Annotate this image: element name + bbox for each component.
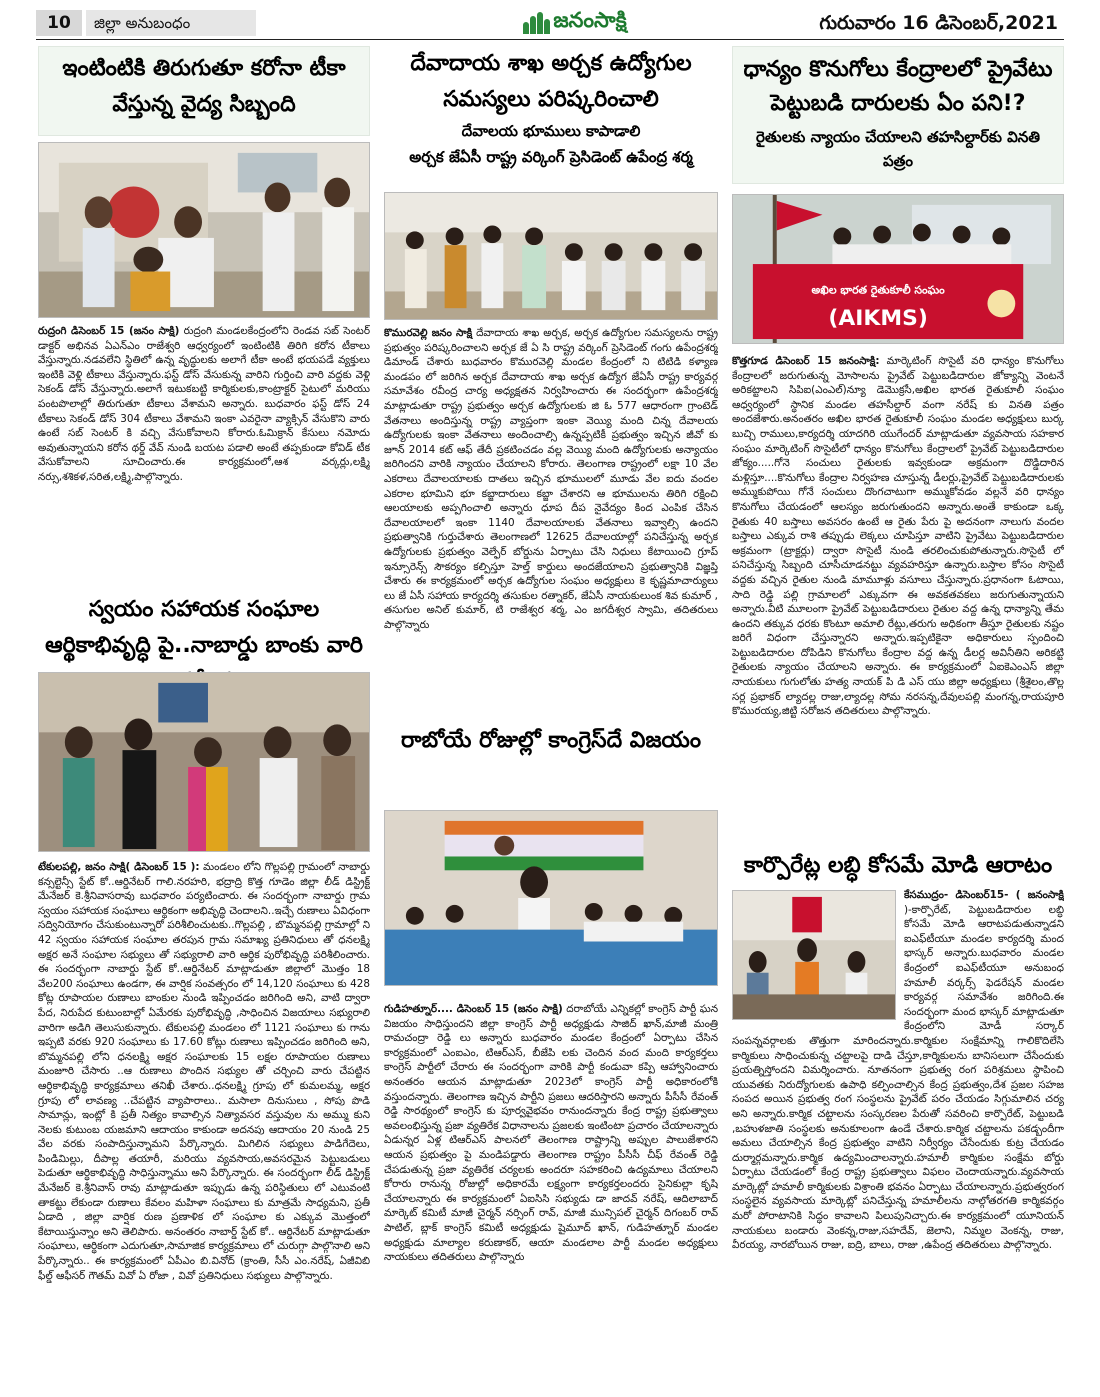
article-nabard-dateline: టేకులపల్లి, జనం సాక్షి( డిసెంబర్ 15 ): — [38, 861, 200, 873]
article-congress-dateline: గుడిహత్నూర్.... డిసెంబర్ 15 (జనం సాక్షి) — [384, 1003, 563, 1015]
article-grain-header — [732, 46, 1064, 184]
article-congress-text — [384, 1002, 718, 1320]
article-congress-body: దరాబోయే ఎన్నికల్లో కాంగ్రెస్ పార్టీ ఘన విజయం సాధిస్తుందని జిల్లా కాంగ్రెస్ పార్టీ అధ్యక్షుడు సాజిద్ ఖాన్,మాజీ మంత్రి రామచంద్రా రెడ్డి లు అన్నారు బుధవారం మండల కేంద్రంలో ఏర్పాటు చేసిన కార్యక్రమంలో ఎంఐఎం, టిఆర్ఎస్, బీజేపి లకు చెందిన వంద మంది కార్యకర్తలు కాంగ్రెస్ పార్టీలో చేరారు ఈ సందర్భంగా వారికి పార్టీ కండువా కప్పి ఆహ్వానించారు అనంతరం ఆయన మాట్లాడుతూ 2023లో కాంగ్రెస్ పార్టీ అధికారంలోకి వస్తుందన్నారు. తెలంగాణ ఇచ్చిన పార్టీని ప్రజలు ఆదరిస్తారని అన్నారు పీసీసీ రేవంత్ రెడ్డి సారథ్యంలో కాంగ్రెస్ కు పూర్వవైభవం రానుందన్నారు కేంద్ర రాష్ట్ర ప్రభుత్వాలు అవలంభిస్తున్న ప్రజా వ్యతిరేక విధానాలను ప్రజలకు ఇంటింటా ప్రచారం చేయాలన్నారు ఏడున్నర ఏళ్ల టిఆర్ఎస్ పాలనలో తెలంగాణ రాష్ట్రాన్ని అప్పుల పాలుజేశారని ఆయన ప్రభుత్వం పై మండిపడ్డారు తెలంగాణ రాష్ట్రం పీసీసీ చీఫ్ రేవంత్ రెడ్డి చేపడుతున్న ప్రజా వ్యతిరేక చర్యలకు అందరూ సహకరించి ఉద్యమాలు చేయాలని కోరారు రానున్న రోజుల్లో అధికారమే లక్ష్యంగా కార్యకర్తలందరు సైనికుల్లా కృషి చేయాలన్నారు ఈ కార్యక్రమంలో ఏఐసిసి సభ్యుడు డా జాదవ్ నరేష్, ఆదిలాబాద్ మార్కెట్ కమిటీ మాజీ చైర్మన్ నర్సింగ్ రావ్, మాజీ మున్సిపల్ చైర్మన్ దిగంబర్ రావ్ పాటిల్, బ్లాక్ కాంగ్రెస్ కమిటీ అధ్యక్షుడు షైమూద్ ఖాన్, గుడిహత్నూర్ మండల అధ్యక్షుడు మాల్యాల కరుణాకర్, ఆయా మండలాల పార్టీ మండల అధ్యక్షులు నాయకులు తదితరులు పాల్గొన్నారు — [384, 1003, 718, 1264]
article-nabard-title: స్వయం సహాయక సంఘాల ఆర్థికాభివృద్ధి పై..నాబార్డు బాంకు వారి — [45, 597, 363, 658]
article-modi — [732, 888, 1064, 1334]
article-grain-dateline: కొత్తగూడ డిసెంబర్ 15 జనంసాక్షి: — [732, 355, 880, 367]
article-nabard-body: మండలం లోని గొల్లపల్లి గ్రామంలో నాబార్డు కన్సల్టెన్సీ స్టేట్ కో..ఆర్డినేటర్ గాలి.నరహరి, భద్రాద్రి కొత్త గూడెం జిల్లా లీడ్ డిస్ట్రిక్ట్ మేనేజర్ కె.శ్రీనివాసరావు బుధవారం పర్యటించారు. ఈ సందర్భంగా నాబార్డు గ్రామ స్వయం సహాయక సంఘాలు ఆర్థికంగా అభివృద్ధి చెందాలని..ఇచ్చే రుణాలు ఏవిధంగా సద్వినియోగం చేసుకుంటున్నారో పరిశీలించుటకు..గొల్లపల్లి , బొమ్మనపల్లి గ్రామాల్లో ని 42 స్వయం సహాయక సంఘాల తరపున గ్రామ సమాఖ్య ప్రతినిధులు తో ధనలక్ష్మి అక్షర అనే సంఘాల సభ్యులు తో సభ్యురాలి వారి ఆర్థిక పురోభివృద్ధి పరిశీలించారు. ఈ సందర్భంగా నాబార్డు స్టేట్ కో..ఆర్డినేటర్ మాట్లాడుతూ జిల్లాలో మొత్తం 18 వేల200 సంఘాలు ఉండగా, ఈ వార్షిక సంవత్సరం లో 14,120 సంఘాలు కు 428 కోట్ల రూపాయల రుణాలు బాంకుల నుండి ఇప్పించడం జరిగింది అని, వాటి ద్వారా పేద, నిరుపేద కుటుంబాల్లో ఏమేరకు పురోభివృద్ధి ,సాధించిన విజయాలు సభ్యురాలి వారిగా అడిగి తెలుసుకున్నారు. టేకులపల్లి మండలం లో 1121 సంఘాలు కు గాను ఇప్పటి వరకు 920 సంఘాలు కు 17.60 కోట్లు రుణాలు ఇప్పించడం జరిగింది అని, బొమ్మనపల్లి లోని ధనలక్ష్మి అక్షర సంఘాలకు 15 లక్షల రూపాయల రుణాలు మంజూరి చేసారు ..ఆ రుణాలు పొందిన సభ్యుల తో చర్చించి వారు చేపట్టిన ఆర్థికాభివృద్ధి కార్యక్రమాలు తనిఖీ చేశారు..ధనలక్ష్మి గ్రూపు లో కుమలమ్మ, అక్షర గ్రూపు లో లావణ్య ..చేపట్టిన వ్యాపారాలు.. మసాలా దినుసులు , సోపు పొడి సామాన్లు, ఇంట్లో కి ప్రతీ నిత్యం కావాల్సిన నిత్యావసర వస్తువుల ను అమ్ము కుని నెలకు కుటుంబ యజమాని ఆదాయం కాకుండా అదనపు ఆదాయం 20 నుండి 25 వేల వరకు సంపాదిస్తున్నామని పేర్కొన్నారు. మిగిలిన సభ్యులు పాడిగేదెలు, పిండిమిల్లు, దీపాల్ల తయారీ, మరియు వ్యవసాయ,అవసరమైన పెట్టుబడులు పెడుతూ ఆర్థికాభివృద్ధి సాధిస్తున్నాము అని పేర్కొన్నారు. ఈ సందర్భంగా లీడ్ డిస్ట్రిక్ట్ మేనేజర్ కె.శ్రీనివాస్ రావు మాట్లాడుతూ ఇప్పుడు ఉన్న పరిస్థితులు లో ఎటువంటి తాకట్టు లేకుండా రుణాలు కేవలం మహిళా సంఘాలు కు మాత్రమే సాధ్యమని, ప్రతీ ఏడాది , జిల్లా వార్షిక రుణ ప్రణాళిక లో సంఘాల కు ఎక్కువ మొత్తంలో కేటాయిస్తున్నాం అని తెలిపారు. అనంతరం నాబార్డ్ స్టేట్ కో.. ఆర్డినేటర్ మాట్లాడుతూ సంఘాలు, ఆర్థికంగా ఎదుగుతూ,సామాజిక కార్యక్రమాలు లో చురుగ్గా పాల్గొనాలి అని పేర్కొన్నారు.. ఈ కార్యక్రమంలో ఏపీఎం బి.వినోద్ (క్రాంతి, సీసీ ఎం.నరేష్, ఏజీవిబి ఫీల్డ్ ఆఫీసర్ గౌతమ్ వివో ఏ రోజా , వివో ప్రతినిధులు సభ్యులు పాల్గొన్నారు. — [38, 861, 370, 1282]
article-nabard-text — [38, 860, 370, 1372]
article-archaka-text — [384, 326, 718, 722]
archaka-photo — [384, 192, 718, 320]
article-archaka-title: దేవాదాయ శాఖ అర్చక ఉద్యోగుల సమస్యలు పరిష్కరించాలి — [410, 51, 692, 112]
article-congress-title: రాబోయే రోజుల్లో కాంగ్రెస్‌దే విజయం — [401, 728, 701, 753]
page-number: 10 — [36, 10, 82, 36]
article-vaccination-dateline: రుద్రంగి డిసెంబర్ 15 (జనం సాక్షి) — [38, 325, 180, 337]
article-grain-title: ధాన్యం కొనుగోలు కేంద్రాలలో ప్రైవేటు పెట్టుబడి దారులకు ఏం పని!? — [743, 57, 1053, 116]
article-modi-dateline: కేసముద్రం- డిసెంబర్15- ( జనంసాక్షి — [904, 889, 1064, 901]
newspaper-logo — [500, 8, 650, 38]
article-archaka-subtitle-1: దేవాలయ భూములు కాపాడాలి — [461, 122, 641, 140]
vaccination-photo — [38, 142, 370, 318]
masthead — [36, 8, 1064, 40]
article-archaka-subtitle-2: అర్చక జేఏసీ రాష్ట్ర వర్కింగ్ ప్రెసిడెంట్ ఉపేంద్ర శర్మ — [409, 148, 693, 166]
issue-date: గురువారం 16 డిసెంబర్,2021 — [819, 12, 1058, 34]
article-archaka-body: దేవాదాయ శాఖ అర్చక, అర్చక ఉద్యోగుల సమస్యలను రాష్ట్ర ప్రభుత్వం పరిష్కరించాలని అర్చక జే ఏ సి రాష్ట్ర వర్కింగ్ ప్రెసిడెంట్ గంగు ఉపేంద్రశర్మ డిమాండ్ చేశారు బుధవారం కొమురవెల్లి మండల కేంద్రంలో ని టిటిడి కళ్యాణ మండపం లో జరిగిన అర్చక దేవాదాయ శాఖ అర్చక ఉద్యోగ జేఏసీ రాష్ట్ర కార్యవర్గ సమావేశం రవీంద్ర చార్య అధ్యక్షతన నిర్వహించారు ఈ సందర్భంగా ఉపేంద్రశర్మ మాట్లాడుతూ రాష్ట్ర ప్రభుత్వం అర్చక ఉద్యోగులకు జి ఓ 577 ఆధారంగా గ్రాంటెడ్ వేతనాలు అందిస్తున్న రాష్ట్ర వ్యాప్తంగా ఇంకా వెయ్యి మంది చిన్న దేవాలయ ఉద్యోగులకు ఇంకా వేతనాలు అందించాల్సి ఉన్నప్పటికీ ప్రభుత్వం ఇచ్చిన జీవో కు జూన్ 2014 కట్ ఆఫ్ తేదీ ప్రకటించడం వల్ల వెయ్యి మంది ఉద్యోగులకు అన్యాయం జరిగిందని వారికి న్యాయం చేయాలని కోరారు. తెలంగాణ రాష్ట్రంలో లక్షా 10 వేల ఎకరాలు దేవాలయాలకు దాతలు ఇచ్చిన భూములలో మూడు వేల ఐదు వందల ఎకరాల భూమిని భూ కబ్జాదారులు కబ్జా చేశారని ఆ భూములను తిరిగి రక్షించి ఆలయాలకు అప్పగించాలి అన్నారు ధూప దీప నైవేద్యం కింద ఎంపిక చేసిన దేవాలయాలలో ఇంకా 1140 దేవాలయాలకు వేతనాలు ఇవ్వాల్సి ఉందని ప్రభుత్వానికి గుర్తుచేశారు తెలంగాణలో 12625 దేవాలయాల్లో పనిచేస్తున్న అర్చక ఉద్యోగులకు ప్రభుత్వం వెల్ఫేర్ బోర్డును ఏర్పాటు చేసి నిధులు కేటాయించి గ్రూప్ ఇన్సూరెన్స్ సౌకర్యం కల్పిస్తూ హెల్త్ కార్డులు అందజేయాలని ప్రభుత్వానికి విజ్ఞప్తి చేశారు ఈ కార్యక్రమంలో అర్చక ఉద్యోగుల సంఘం అధ్యక్షులు కె కృష్ణమాచార్యులు లు జే ఏసీ సహాయ కార్యదర్శి తసుకుల రత్నాకర్, జేఏసీ నాయకులుంక శివ కుమార్ , తసుగుల అనిల్ కుమార్, టి రాజేశ్వర శర్మ, ఎం జగదీశ్వర స్వామి, తదితరులు పాల్గొన్నారు — [384, 327, 718, 631]
aikms-protest-photo — [732, 194, 1064, 344]
nabard-photo — [38, 672, 370, 852]
article-vaccination-text — [38, 324, 370, 592]
banner-acronym-text: (AIKMS) — [828, 306, 928, 332]
article-vaccination-title: ఇంటింటికి తిరుగుతూ కరోనా టీకా వేస్తున్న వైద్య సిబ్బంది — [38, 46, 370, 136]
article-archaka-dateline: కొమురవెల్లి జనం సాక్షి — [384, 327, 473, 339]
article-grain-body: మార్కెటింగ్ సొసైటీ వరి ధాన్యం కొనుగోలు కేంద్రాలలో జరుగుతున్న మోసాలను ప్రైవేట్ పెట్టుబడిదారుల జోక్యాన్ని వెంటనే అరికట్టాలని సిపిఐ(ఎంఎల్)న్యూ డెమొక్రసీ,అఖిల భారత రైతుకూలీ సంఘం ఆధ్వర్యంలో స్థానిక మండల తహసీల్దార్ వంగా నరేష్ కు వినతి పత్రం అందజేశారు.అనంతరం అఖిల భారత రైతుకూలీ సంఘం మండల అధ్యక్షులు బుర్క బుచ్చి రాములు,కార్యదర్శి యాదగిరి యుగేందర్ మాట్లాడుతూ వ్యవసాయ సహకార సంఘం మార్కెటింగ్ సొసైటీలో ధాన్యం కొనుగోలు కేంద్రాలలో ప్రైవేట్ పెట్టుబడిదారుల జోక్యం.....గోనె సంచులు రైతులకు ఇవ్వకుండా అక్రమంగా దొడ్డిదారిన మళ్లిస్తూ....కొనుగోలు కేంద్రాల నిర్వహణ చూస్తున్న డీలర్లు,ప్రైవేట్ పెట్టుబడిదారులకు అమ్ముకుపోయి గోనే సంచులు దొంగచాటుగా అమ్ముకోవడం వల్లనే వరి ధాన్యం కొనుగోలు చేయడంలో ఆలస్యం జరుగుతుందని అన్నారు.అంతే కాకుండా ఒక్క రైతుకు 40 బస్తాలు అవసరం ఉంటే ఆ రైతు పేరు పై అదనంగా నాలుగు వందల బస్తాలు ఎక్కువ రాశి తప్పుడు లెక్కలు చూపిస్తూ వాటిని ప్రైవేటు పెట్టుబడిదారుల అక్రమంగా (ట్రాక్టర్లు) ద్వారా సొసైటీ నుండి తరలించుకుపోతున్నారు.సొసైటీ లో పనిచేస్తున్న సిబ్బంది చూసీచూడనట్టు వ్యవహరిస్తూ ఉన్నారు.బస్తాల కోసం సొసైటీ వద్దకు వచ్చిన రైతుల నుండి మామూళ్లు వసూలు చేస్తున్నారు.ప్రధానంగా ఓటాయి, సాది రెడ్డి పల్లి గ్రామాలలో ఎక్కువగా ఈ అవకతవకలు జరుగుతున్నాయని అన్నారు.వీటి మూలంగా ప్రైవేట్ పెట్టుబడిదారులు రైతుల వద్ద ఉన్న ధాన్యాన్ని తేమ ఉందని తక్కువ ధరకు కొంటూ అమాలి రేట్లు,తరుగు అధికంగా తీస్తూ రైతులకు నష్టం జరిగే విధంగా చేస్తున్నారని అన్నారు.ఇప్పటికైనా అధికారులు స్పందించి పెట్టుబడిదారుల దోపిడిని కొనుగోలు కేంద్రాల వద్ద ఉన్న డీలర్ల అవినీతిని అరికట్టి రైతులకు న్యాయం చేయాలని అన్నారు. ఈ కార్యక్రమంలో ఏఐకెఎంఎస్ జిల్లా నాయకులు గుగులోతు హత్య నాయక్ పి డి ఎస్ యు జిల్లా అధ్యక్షులు (శ్రీశైలం,తొల్ల సర్ల ప్రభాకర్ ల్యాదల్ల రాజు,ల్యాదల్ల సోమ నరసన్న,దేవులపల్లి మంగన్న,రాయపూరి కొమురయ్య,జిట్టి సరోజన తదితరులు పాల్గొన్నారు. — [732, 355, 1064, 718]
newspaper-name: జనంసాక్షి — [553, 8, 627, 32]
modi-article-photo — [732, 890, 896, 1020]
column-right — [732, 46, 1064, 1334]
section-name: జిల్లా అనుబంధం — [86, 10, 256, 36]
article-modi-title: కార్పొరేట్ల లబ్ధి కోసమే మోడి ఆరాటం — [743, 853, 1053, 878]
congress-photo — [384, 810, 718, 986]
article-grain-subtitle: రైతులకు న్యాయం చేయాలని తహసిల్దార్‌కు వినతి పత్రం — [755, 128, 1041, 170]
article-grain-text — [732, 354, 1064, 844]
banner-telugu-text: అఖిల భారత రైతుకూలీ సంఘం — [811, 283, 945, 297]
logo-hands-icon — [523, 12, 549, 34]
article-vaccination-body: రుద్రంగి మండలకేంద్రంలోని రెండవ సబ్ సెంటర్ డాక్టర్ అభినవ ఏఎన్ఎం రాజేశ్వరి ఆధ్వర్యంలో ఇంటింటికి తిరిగి కరోన టీకాలు వేస్తున్నారు.నడవలేని స్థితిలో ఉన్న వృద్ధులకు అలాగే టీకా అంటే భయపడే వ్యక్తులు ఇంటికి వెళ్లి టీకాలు వేస్తున్నారు.ఫస్ట్ డోస్ వేసుకున్న వారిని గుర్తించి వారి వద్దకు వెళ్లి సెకండ్ డోస్ వేస్తున్నారు.అలాగే ఇటుకబట్టి కార్మికులకు,కాంట్రాక్టర్ సైటులో మరియు పంటపొలాల్లో తిరుగుతూ టీకాలు వేశామని అన్నారు. బుధవారం ఫస్ట్ డోస్ 24 టీకాలు సెకండ్ డోస్ 304 టీకాలు వేశామని ఇంకా ఎవరైనా వ్యాక్సిన్ వేసుకొని వారు ఉంటే సబ్ సెంటర్ కి వచ్చి వేసుకోవాలని కోరారు.ఓమిక్రాన్ కేసులు నమోదు అవుతున్నాయని కరోన థర్డ్ వేవ్ నుండి బయట పడాలి అంటే తప్పకుండా కోవిడ్ టీక వేసుకోవాలని సూచించారు.ఈ కార్యక్రమంలో,ఆశ వర్కర్లు,లక్ష్మి నర్సు,శశికళ,సరిత,లక్ష్మి,పాల్గొన్నారు. — [38, 325, 370, 483]
column-middle — [384, 46, 718, 1320]
column-left — [38, 46, 370, 1372]
article-modi-body: )-కార్పొరేట్, పెట్టుబడిదారుల లబ్ధి కోసమే మోడి ఆరాటపడుతున్నాడని ఐఎఫ్‌టీయూ మండల కార్యదర్శి మంద భాస్కర్ అన్నారు.బుధవారం మండల కేంద్రంలో ఐఎఫ్‌టీయూ అనుబంధ హమాలీ వర్కర్స్ ఫెడరేషన్ మండల కార్యవర్గ సమావేశం జరిగింది.ఈ సందర్భంగా మంద భాస్కర్ మాట్లాడుతూ కేంద్రంలోని మోడీ సర్కార్ సంపన్నవర్గాలకు తొత్తుగా మారిందన్నారు.కార్మికుల సంక్షేమాన్ని గాలికొదిలేసి కార్మికులు సాధించుకున్న చట్టాలపై దాడి చేస్తూ,కార్మికులను బానిసలుగా చేసేందుకు ప్రయత్నిస్తోందని విమర్శించారు. నూతనంగా ప్రభుత్వ రంగ పరిశ్రమలు స్థాపించి యువతకు నిరుద్యోగులకు ఉపాధి కల్పించాల్సిన కేంద్ర ప్రభుత్వం,దేశ ప్రజల సహజ సంపద అయిన ప్రభుత్వ రంగ సంస్థలను ప్రైవేట్ పరం చేయడం సిగ్గుమాలిన చర్య అని అన్నారు.కార్మిక చట్టాలను సంస్కరణల పేరుతో సవరించి కార్పొరేట్, పెట్టుబడి ,బహుళజాతి సంస్థలకు అనుకూలంగా ఉండే చేశారు.కార్మిక చట్టాలను పకడ్బందీగా అమలు చేయాల్సిన కేంద్ర ప్రభుత్వం వాటిని నిర్వీర్యం చేసేందుకు కుట్ర చేయడం దుర్మార్గమన్నారు.కార్మిక ఉద్యమించాలన్నారు.హమాలీ కార్మికుల సంక్షేమ బోర్డు ఏర్పాటు చేయడంలో కేంద్ర రాష్ట్ర ప్రభుత్వాలు విఫలం చెందాయన్నారు.వ్యవసాయ మార్కెట్లో హమాలీ కార్మికులకు విశ్రాంతి భవనం ఏర్పాటు చేయాలన్నారు.ప్రభుత్వరంగ సంస్థలైన వ్యవసాయ మార్కెట్లో పనిచేస్తున్న హమాలీలను నాల్గోతరగతి కార్మికవర్గం మరో పోరాటానికి సిద్ధం కావాలని పిలుపునిచ్చారు.ఈ కార్యక్రమంలో యూనియన్ నాయకులు బండారు వెంకన్న,రాజు,సహదేవ్, జెలాని, నిమ్మల వెంకన్న, రాజు, వీరయ్య, నారబోయిన రాజు, ఐద్రి, బాలు, రాజు ,ఉపేంద్ర తదితరులు పాల్గొన్నారు. — [732, 903, 1064, 1252]
